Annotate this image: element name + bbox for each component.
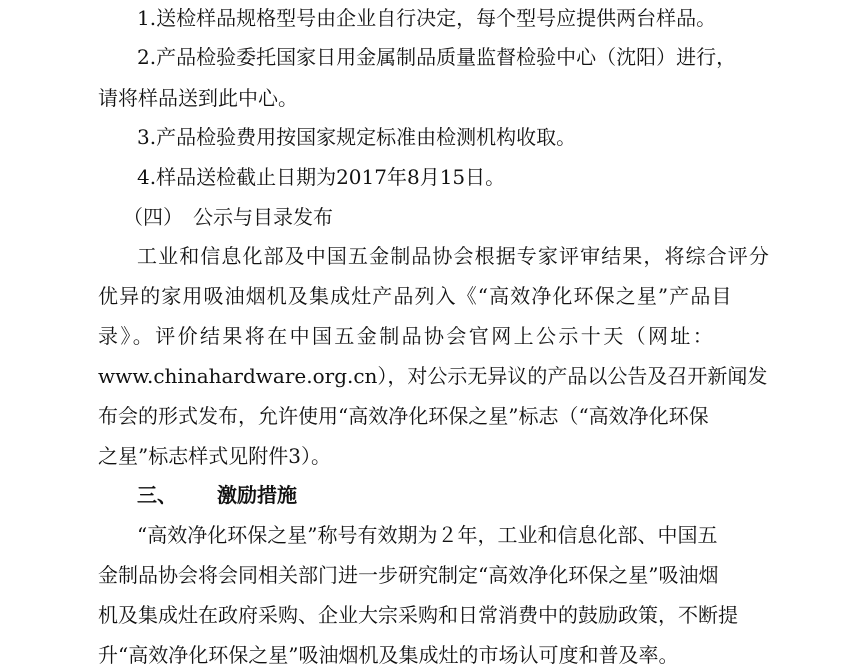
paragraph-line-1: 工业和信息化部及中国五金制品协会根据专家评审结果，将综合评分 [137,244,770,268]
paragraph-line-3: 录》。评价结果将在中国五金制品协会官网上公示十天（网址： [98,324,716,348]
item-3-line: 3.产品检验费用按国家规定标准由检测机构收取。 [137,125,577,149]
incentive-line-4: 升“高效净化环保之星”吸油烟机及集成灶的市场认可度和普及率。 [98,643,679,667]
incentive-line-2: 金制品协会将会同相关部门进一步研究制定“高效净化环保之星”吸油烟 [98,563,719,587]
incentive-line-1: “高效净化环保之星”称号有效期为２年，工业和信息化部、中国五 [137,523,718,547]
section-4-heading: （四） 公示与目录发布 [123,205,333,229]
paragraph-line-4: www.chinahardware.org.cn），对公示无异议的产品以公告及召开新闻发 [98,364,768,388]
section-3-title: 激励措施 [217,483,297,507]
item-1-line: 1.送检样品规格型号由企业自行决定，每个型号应提供两台样品。 [137,6,717,30]
paragraph-line-2: 优异的家用吸油烟机及集成灶产品列入《“高效净化环保之星”产品目 [98,284,733,308]
item-2-line-2: 请将样品送到此中心。 [98,86,298,110]
item-2-line-1: 2.产品检验委托国家日用金属制品质量监督检验中心（沈阳）进行， [137,45,737,69]
section-3-number: 三、 [137,483,177,507]
section-3-heading [137,483,297,507]
item-4-line: 4.样品送检截止日期为2017年8月15日。 [137,165,506,189]
incentive-line-3: 机及集成灶在政府采购、企业大宗采购和日常消费中的鼓励政策，不断提 [98,603,738,627]
paragraph-line-6: 之星”标志样式见附件3）。 [98,444,331,468]
paragraph-line-5: 布会的形式发布，允许使用“高效净化环保之星”标志（“高效净化环保 [98,404,709,428]
